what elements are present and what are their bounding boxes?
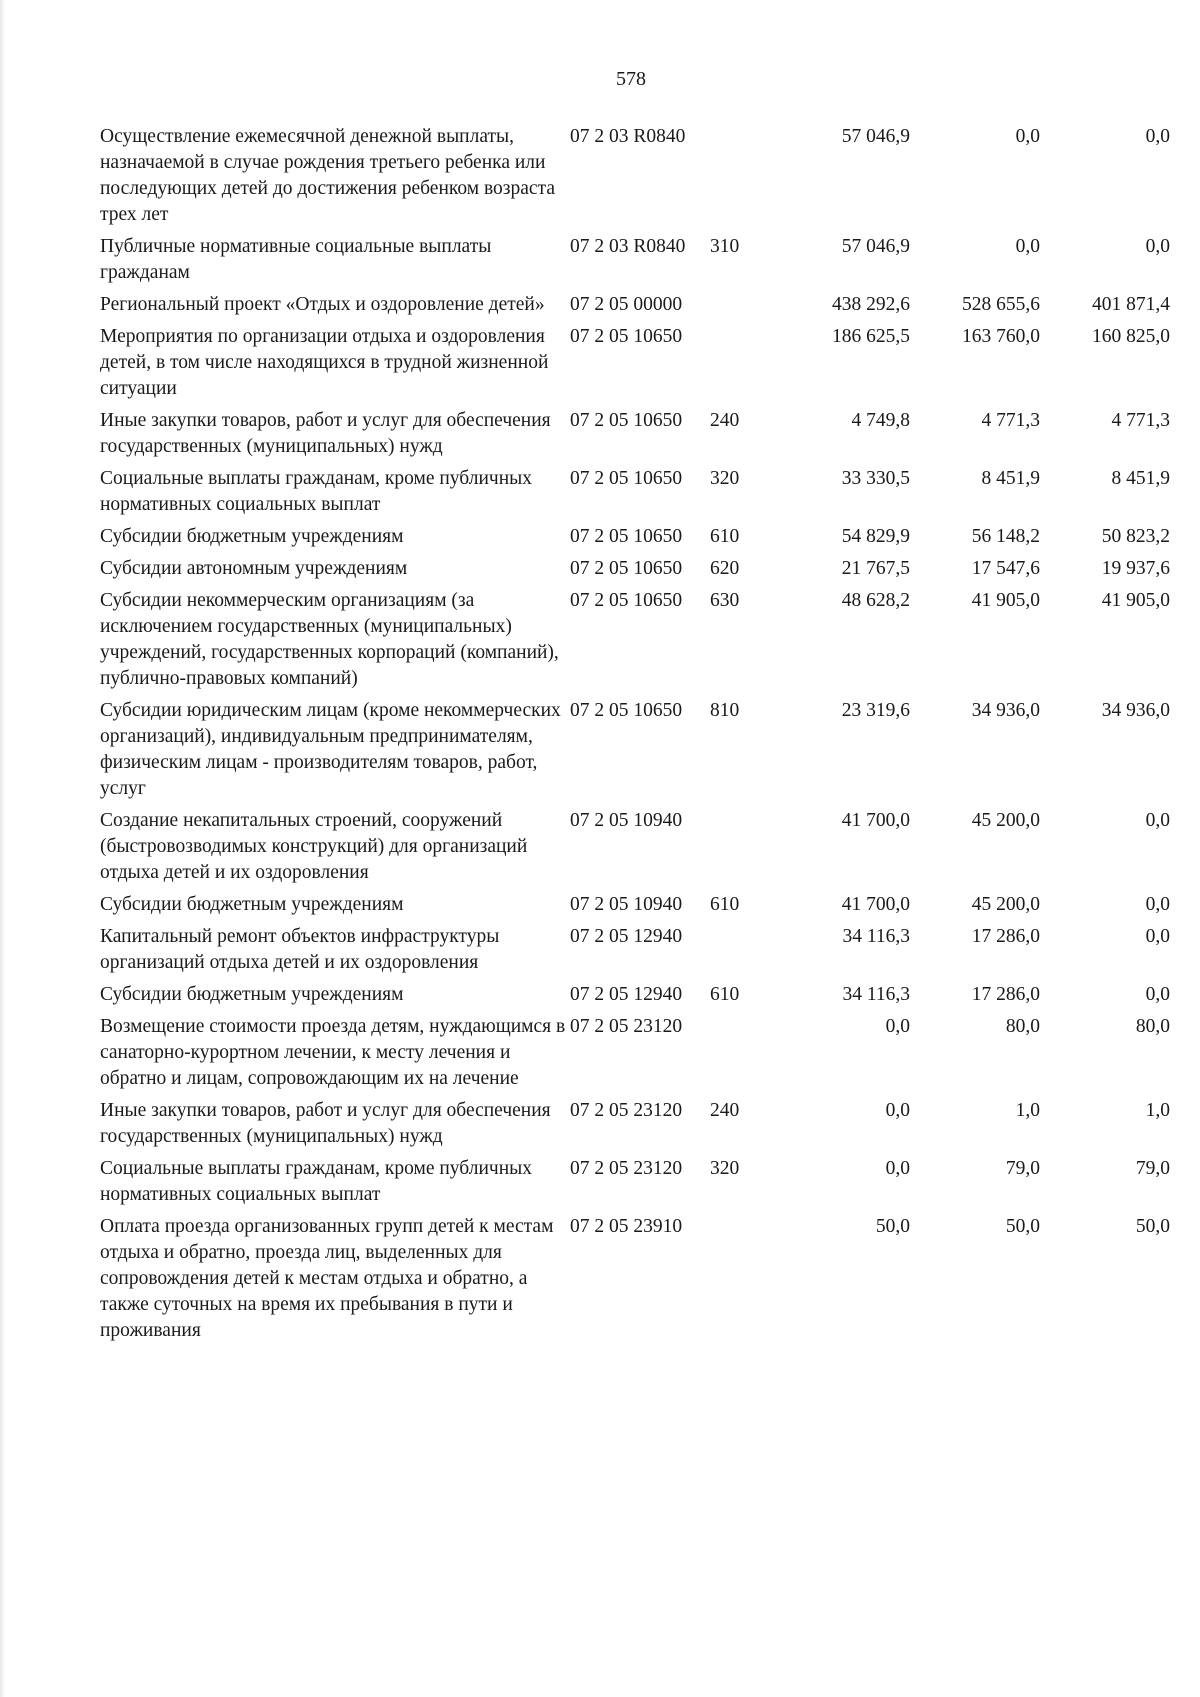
table-row [100,982,1170,1014]
row-code: 07 2 05 10650 [570,590,683,611]
row-type [710,808,770,892]
table-row [100,234,1170,292]
row-value-2: 0,0 [1015,126,1040,147]
row-type [710,1214,770,1350]
row-name: Осуществление ежемесячной денежной выплаты, назначаемой в случае рождения третьего ребенка или последующих детей до достижения ребенком возраста трех лет [100,126,555,225]
budget-table-body [100,124,1170,1350]
row-value-3: 4 771,3 [1111,410,1170,431]
row-code: 07 2 03 R0840 [570,236,686,257]
row-value-3: 1,0 [1145,1100,1170,1121]
row-value-2: 163 760,0 [962,326,1040,347]
row-value-1: 23 319,6 [841,700,910,721]
budget-table [100,124,1170,1350]
row-name: Оплата проезда организованных групп детей к местам отдыха и обратно, проезда лиц, выделенных для сопровождения детей к местам отдыха и обратно, а также суточных на время их пребывания в пути и проживания [100,1216,554,1341]
row-value-1: 186 625,5 [832,326,910,347]
row-name: Социальные выплаты гражданам, кроме публичных нормативных социальных выплат [100,468,532,515]
row-code: 07 2 05 23120 [570,1100,683,1121]
row-value-2: 528 655,6 [962,294,1040,315]
row-code: 07 2 05 10650 [570,326,683,347]
row-type: 620 [710,558,740,579]
row-type [710,924,770,982]
row-value-3: 0,0 [1145,894,1170,915]
row-value-2: 45 200,0 [971,810,1040,831]
row-value-1: 41 700,0 [841,810,910,831]
row-value-1: 4 749,8 [851,410,910,431]
row-value-1: 41 700,0 [841,894,910,915]
row-value-3: 19 937,6 [1101,558,1170,579]
row-value-3: 50,0 [1135,1216,1170,1237]
row-value-2: 0,0 [1015,236,1040,257]
row-value-2: 1,0 [1015,1100,1040,1121]
row-value-1: 50,0 [875,1216,910,1237]
row-value-1: 438 292,6 [832,294,910,315]
row-name: Мероприятия по организации отдыха и оздоровления детей, в том числе находящихся в трудной жизненной ситуации [100,326,549,399]
row-code: 07 2 05 10650 [570,700,683,721]
row-code: 07 2 05 23120 [570,1016,683,1037]
row-type: 310 [710,236,740,257]
row-code: 07 2 05 10650 [570,410,683,431]
row-value-3: 0,0 [1145,926,1170,947]
row-value-1: 57 046,9 [841,236,910,257]
row-type: 240 [710,1100,740,1121]
row-type: 610 [710,526,740,547]
row-code: 07 2 05 00000 [570,294,683,315]
row-value-3: 80,0 [1135,1016,1170,1037]
table-row [100,924,1170,982]
table-row [100,292,1170,324]
row-value-2: 45 200,0 [971,894,1040,915]
row-value-2: 17 286,0 [971,926,1040,947]
row-code: 07 2 05 12940 [570,984,683,1005]
row-name: Субсидии бюджетным учреждениям [100,984,404,1005]
row-name: Субсидии бюджетным учреждениям [100,894,404,915]
row-value-3: 50 823,2 [1101,526,1170,547]
row-value-2: 17 547,6 [971,558,1040,579]
row-value-3: 79,0 [1135,1158,1170,1179]
scan-edge [0,0,5,1697]
table-row [100,808,1170,892]
row-value-3: 401 871,4 [1092,294,1170,315]
row-value-3: 0,0 [1145,984,1170,1005]
row-name: Возмещение стоимости проезда детям, нуждающимся в санаторно-курортном лечении, к месту лечения и обратно и лицам, сопровождающим их на лечение [100,1016,566,1089]
table-row [100,892,1170,924]
row-value-3: 0,0 [1145,810,1170,831]
table-row [100,324,1170,408]
row-type: 630 [710,590,740,611]
table-row [100,698,1170,808]
row-value-3: 41 905,0 [1101,590,1170,611]
row-value-1: 34 116,3 [842,984,910,1005]
row-value-2: 17 286,0 [971,984,1040,1005]
row-value-1: 48 628,2 [841,590,910,611]
page-number: 578 [616,68,646,90]
table-row [100,1014,1170,1098]
table-row [100,556,1170,588]
row-value-1: 33 330,5 [841,468,910,489]
row-name: Иные закупки товаров, работ и услуг для обеспечения государственных (муниципальных) нужд [100,1100,551,1147]
row-value-2: 4 771,3 [981,410,1040,431]
row-type [710,1014,770,1098]
row-value-2: 41 905,0 [971,590,1040,611]
row-type: 610 [710,894,740,915]
row-name: Субсидии автономным учреждениям [100,558,408,579]
row-name: Субсидии юридическим лицам (кроме некоммерческих организаций), индивидуальным предпринимателям, физическим лицам - производителям товаров, работ, услуг [100,700,561,799]
row-value-1: 0,0 [885,1100,910,1121]
row-type: 320 [710,468,740,489]
row-type: 610 [710,984,740,1005]
row-value-1: 21 767,5 [841,558,910,579]
row-name: Региональный проект «Отдых и оздоровление детей» [100,294,545,315]
row-name: Субсидии некоммерческим организациям (за исключением государственных (муниципальных) учреждений, государственных корпораций (компаний), публично-правовых компаний) [100,590,559,689]
row-name: Субсидии бюджетным учреждениям [100,526,404,547]
table-row [100,1156,1170,1214]
table-row [100,124,1170,234]
row-value-1: 57 046,9 [841,126,910,147]
row-code: 07 2 05 10650 [570,558,683,579]
row-value-2: 80,0 [1005,1016,1040,1037]
row-type [710,124,770,234]
row-value-1: 34 116,3 [842,926,910,947]
row-type [710,292,770,324]
row-code: 07 2 05 10650 [570,468,683,489]
table-row [100,466,1170,524]
row-type: 240 [710,410,740,431]
row-type: 810 [710,700,740,721]
table-row [100,588,1170,698]
row-value-3: 0,0 [1145,236,1170,257]
row-value-2: 50,0 [1005,1216,1040,1237]
row-code: 07 2 05 10940 [570,810,683,831]
row-value-2: 79,0 [1005,1158,1040,1179]
row-code: 07 2 05 10650 [570,526,683,547]
table-row [100,1214,1170,1350]
row-type [710,324,770,408]
row-value-3: 8 451,9 [1111,468,1170,489]
row-type: 320 [710,1158,740,1179]
row-name: Иные закупки товаров, работ и услуг для обеспечения государственных (муниципальных) нужд [100,410,551,457]
row-value-2: 34 936,0 [971,700,1040,721]
row-value-1: 54 829,9 [841,526,910,547]
row-value-3: 160 825,0 [1092,326,1170,347]
table-row [100,524,1170,556]
row-code: 07 2 05 23910 [570,1216,683,1237]
row-code: 07 2 05 12940 [570,926,683,947]
row-value-3: 34 936,0 [1101,700,1170,721]
row-value-3: 0,0 [1145,126,1170,147]
row-code: 07 2 03 R0840 [570,126,686,147]
row-code: 07 2 05 23120 [570,1158,683,1179]
row-name: Капитальный ремонт объектов инфраструктуры организаций отдыха детей и их оздоровления [100,926,500,973]
row-value-1: 0,0 [885,1158,910,1179]
row-name: Публичные нормативные социальные выплаты гражданам [100,236,492,283]
row-value-1: 0,0 [885,1016,910,1037]
table-row [100,408,1170,466]
row-name: Социальные выплаты гражданам, кроме публичных нормативных социальных выплат [100,1158,532,1205]
row-value-2: 8 451,9 [981,468,1040,489]
row-name: Создание некапитальных строений, сооружений (быстровозводимых конструкций) для организаций отдыха детей и их оздоровления [100,810,528,883]
row-value-2: 56 148,2 [971,526,1040,547]
table-row [100,1098,1170,1156]
row-code: 07 2 05 10940 [570,894,683,915]
